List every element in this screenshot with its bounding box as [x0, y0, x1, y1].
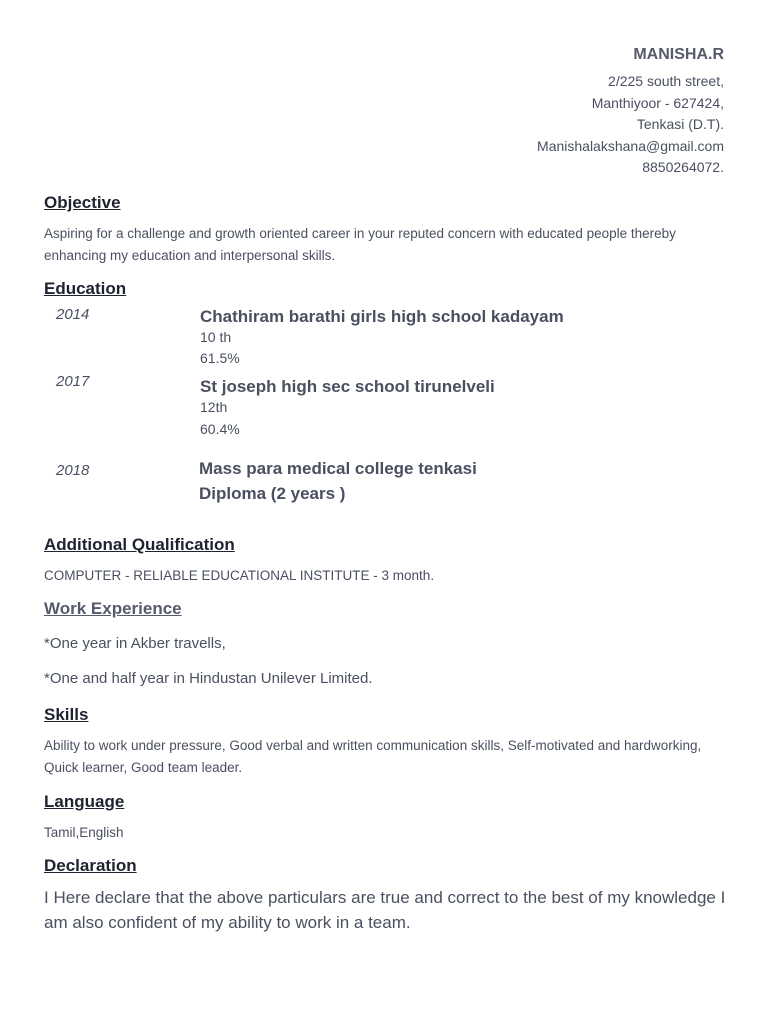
work-experience-heading: Work Experience: [44, 599, 182, 618]
education-detail: 12th: [200, 399, 228, 415]
address-line: Tenkasi (D.T).: [636, 116, 724, 132]
language-heading: Language: [44, 792, 125, 811]
language-text: Tamil,English: [44, 825, 124, 840]
phone-number: 8850264072.: [642, 159, 724, 175]
education-institute: Chathiram barathi girls high school kadayam: [200, 307, 564, 326]
contact-header: [537, 46, 724, 179]
education-detail: 10 th: [200, 329, 232, 345]
address-line: 2/225 south street,: [608, 73, 724, 89]
education-detail: 61.5%: [200, 350, 240, 366]
skills-heading: Skills: [44, 705, 89, 724]
skills-text: Ability to work under pressure, Good verbal and written communication skills, Self-motivated and hardworking, Quick learner, Good team leader.: [44, 738, 702, 775]
additional-qualification-heading: Additional Qualification: [44, 535, 235, 554]
additional-qualification-text: COMPUTER - RELIABLE EDUCATIONAL INSTITUTE - 3 month.: [44, 568, 435, 583]
address-line: Manthiyoor - 627424,: [591, 94, 724, 111]
education-year: 2017: [56, 373, 90, 390]
objective-heading: Objective: [44, 193, 121, 212]
declaration-heading: Declaration: [44, 856, 137, 875]
email-address: Manishalakshana@gmail.com: [537, 137, 724, 154]
education-institute: Mass para medical college tenkasi: [199, 459, 477, 478]
work-experience-item: *One and half year in Hindustan Unilever Limited.: [44, 670, 373, 687]
education-entry-course: Diploma (2 years ): [199, 484, 346, 503]
education-year: 2014: [56, 306, 90, 323]
education-year: 2018: [56, 462, 90, 479]
education-heading: Education: [44, 279, 127, 298]
declaration-text: I Here declare that the above particulars are true and correct to the best of my knowledge I am also confident of my ability to work in a team.: [44, 888, 726, 932]
candidate-name: MANISHA.R: [633, 46, 724, 63]
objective-text: Aspiring for a challenge and growth oriented career in your reputed concern with educated people thereby enhancing my education and interpersonal skills.: [44, 226, 676, 263]
work-experience-item: *One year in Akber travells,: [44, 635, 226, 652]
education-institute: St joseph high sec school tirunelveli: [200, 377, 495, 396]
education-detail: 60.4%: [200, 421, 240, 437]
